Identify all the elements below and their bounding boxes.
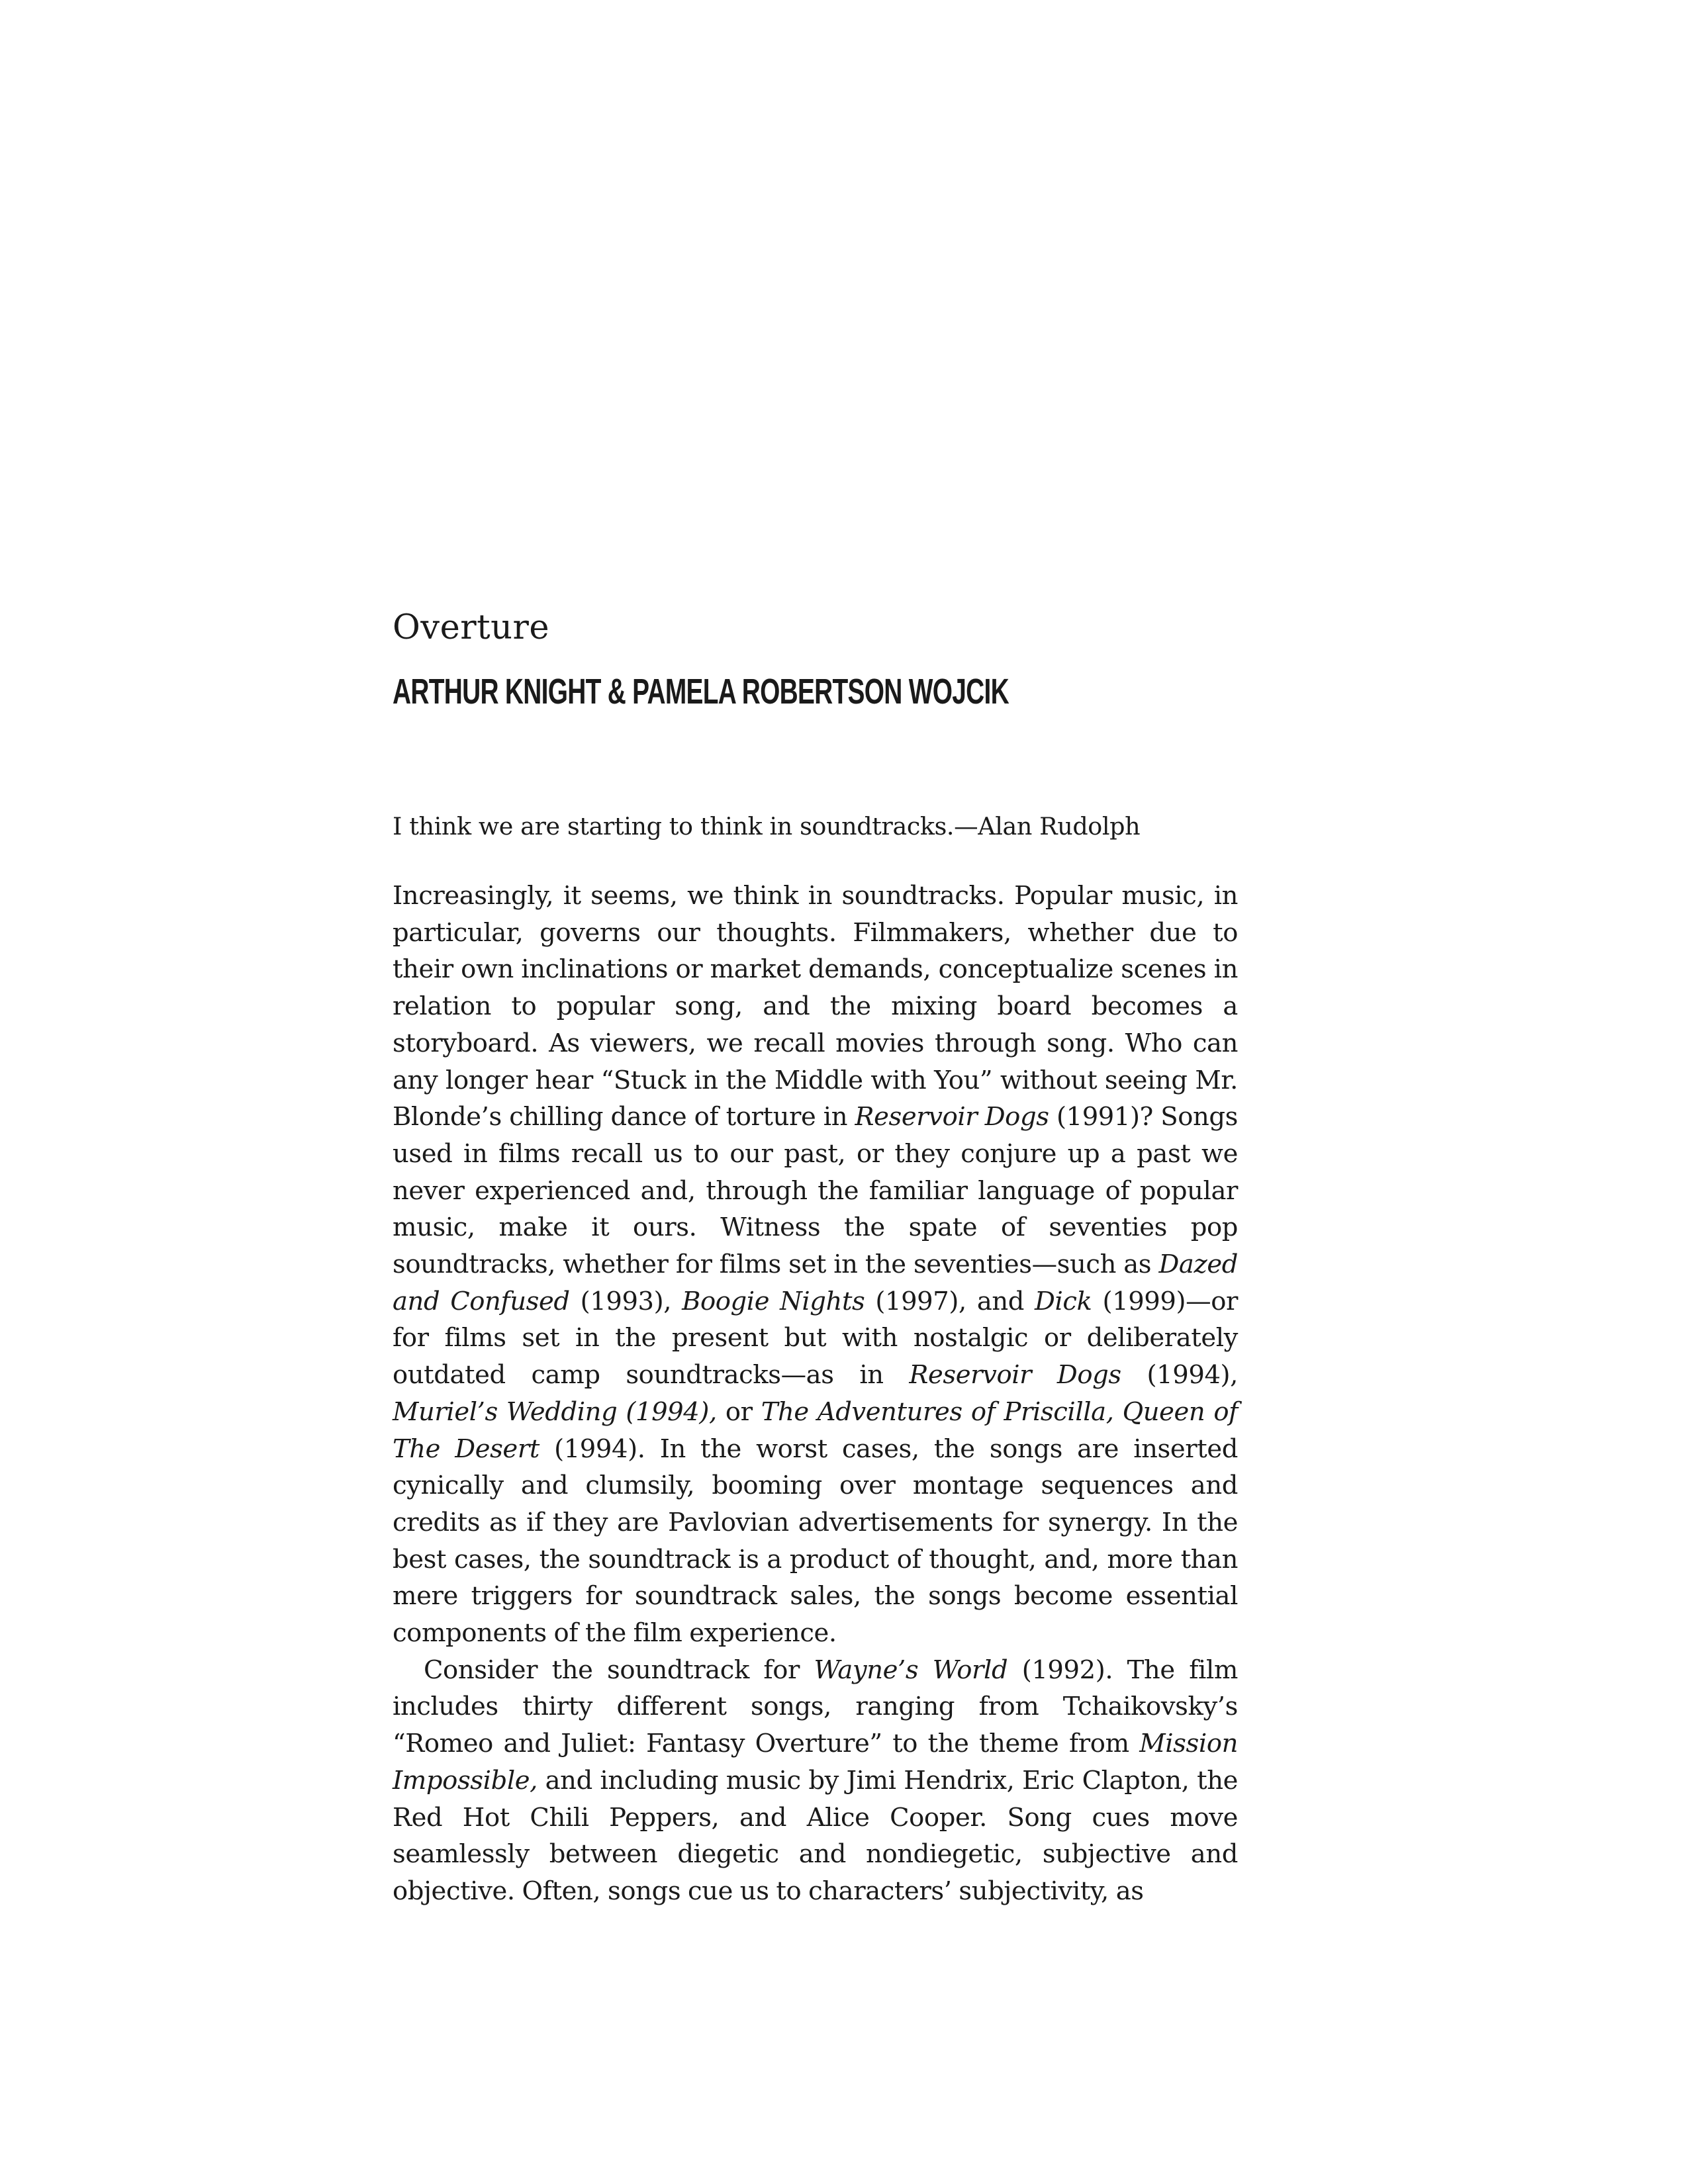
film-title: Dazed and Confused	[393, 1250, 1238, 1316]
film-title: Mission Impossible,	[393, 1729, 1238, 1796]
text-run: Consider the soundtrack for	[424, 1655, 814, 1685]
text-run: (1992). The film includes thirty different songs, ranging from Tchaikovsky’s “Romeo and Juliet: Fantasy Overture” to the theme from	[393, 1655, 1238, 1759]
film-title: Dick	[1035, 1286, 1092, 1316]
text-run: (1997), and	[865, 1286, 1035, 1316]
chapter-authors: ARTHUR KNIGHT & PAMELA ROBERTSON WOJCIK	[393, 672, 1009, 711]
epigraph: I think we are starting to think in soundtracks.—Alan Rudolph	[393, 812, 1141, 841]
text-run: (1994),	[1121, 1360, 1238, 1390]
paragraph-2	[393, 1652, 1238, 1910]
film-title: Muriel’s Wedding (1994),	[393, 1396, 717, 1427]
text-run: (1999)—or for films set in the present but with nostalgic or deliberately outdated camp soundtracks—as in	[393, 1286, 1238, 1390]
chapter-title: Overture	[393, 608, 550, 647]
film-title: The Adventures of Priscilla, Queen of The Desert	[393, 1396, 1238, 1464]
film-title: Wayne’s World	[814, 1655, 1008, 1685]
body-text	[393, 878, 1238, 1910]
film-title: Boogie Nights	[682, 1286, 865, 1316]
text-run: Increasingly, it seems, we think in soundtracks. Popular music, in particular, governs our thoughts. Filmmakers, whether due to their own inclinations or market demands, conceptualize scenes in relation to popular song, and the mixing board becomes a storyboard. As viewers, we recall movies through song. Who can any longer hear “Stuck in the Middle with You” without seeing Mr. Blonde’s chilling dance of torture in	[393, 881, 1238, 1132]
text-run: (1991)? Songs used in films recall us to our past, or they conjure up a past we never experienced and, through the familiar language of popular music, make it ours. Witness the spate of seventies pop soundtracks, whether for films set in the seventies—such as	[393, 1102, 1239, 1280]
text-run: (1993),	[569, 1286, 682, 1316]
film-title: Reservoir Dogs	[909, 1360, 1121, 1390]
text-run: or	[716, 1396, 761, 1427]
page-content	[393, 608, 1238, 1910]
film-title: Reservoir Dogs	[855, 1102, 1049, 1132]
text-run: (1994). In the worst cases, the songs are inserted cynically and clumsily, booming over montage sequences and credits as if they are Pavlovian advertisements for synergy. In the best cases, the soundtrack is a product of thought, and, more than mere triggers for soundtrack sales, the songs become essential components of the film experience.	[393, 1433, 1238, 1649]
paragraph-1	[393, 878, 1238, 1652]
text-run: and including music by Jimi Hendrix, Eric Clapton, the Red Hot Chili Peppers, and Alice Cooper. Song cues move seamlessly between diegetic and nondiegetic, subjective and objective. Often, songs cue us to characters’ subjectivity, as	[393, 1765, 1238, 1906]
